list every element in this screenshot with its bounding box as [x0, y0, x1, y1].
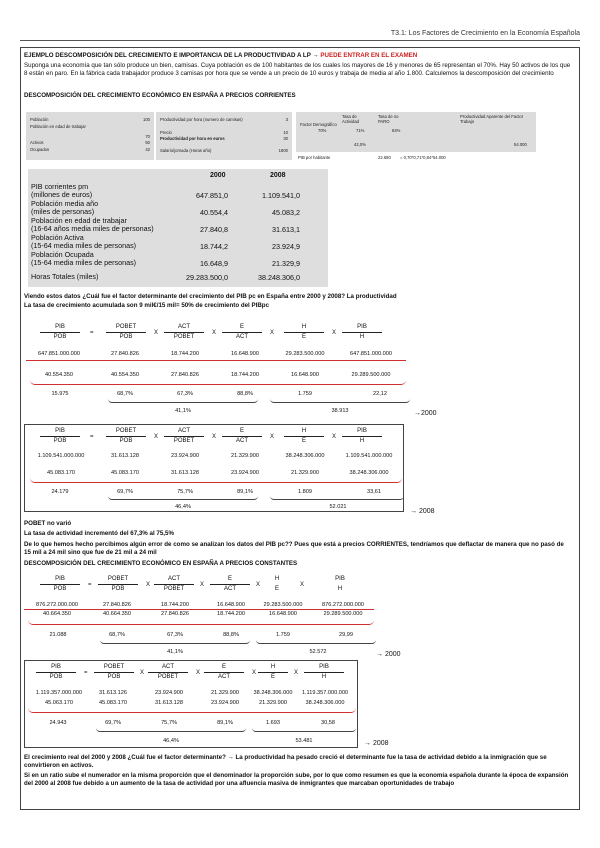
denominator-value: 45.083.170: [47, 470, 75, 476]
note-deflation: De lo que hemos hecho percibimos algún error de como se analizan los datos del PIB pc?? Pues que está a precios CORRIENTES, tendríamos que deflactar de manera que no pasó de 15 mil a 24 mil sino que fue de 21 mil a 24 mil: [24, 541, 564, 556]
fraction-line: [94, 672, 134, 673]
ratio-result: 68,7%: [109, 632, 125, 638]
denominator-value: 18.744.200: [217, 611, 245, 617]
param-label: Activos: [30, 140, 44, 145]
formula-den: POBET: [173, 334, 195, 340]
times-sign: X: [294, 670, 299, 676]
formula-num: PIB: [55, 576, 65, 582]
ratio-result: 1.759: [276, 632, 290, 638]
section-heading-constant: DESCOMPOSICIÓN DEL CRECIMIENTO ECONÓMICO EN ESPAÑA A PRECIOS CONSTANTES: [24, 560, 298, 567]
red-brace: [28, 620, 374, 625]
fraction-line: [40, 436, 80, 437]
data-table: [28, 169, 328, 287]
denominator-value: 27.840.826: [161, 611, 189, 617]
header-rule: [20, 40, 580, 41]
denominator-value: 31.613.128: [155, 700, 183, 706]
numerator-value: 38.248.306.000: [253, 690, 293, 696]
times-sign: X: [212, 434, 217, 440]
param-label: Productividad por hora (numero de camisas): [160, 117, 243, 122]
equals-sign: =: [90, 434, 94, 440]
group-brace: [252, 728, 356, 732]
formula-den: ACT: [236, 438, 248, 444]
param-label: Productividad por hora en euros: [160, 136, 225, 141]
numerator-value: 876.272.000.000: [36, 602, 78, 608]
factor-header: Factor Demográfico: [300, 122, 337, 127]
formula-num: E: [227, 576, 232, 582]
fraction-line: [106, 436, 146, 437]
red-fraction-line: [24, 609, 374, 610]
fraction-line: [106, 332, 146, 333]
value-2008: 21.329,9: [272, 259, 300, 268]
fraction-line: [98, 584, 138, 585]
numerator-value: 21.329.900: [231, 453, 259, 459]
fraction-line: [204, 672, 244, 673]
formula-num: ACT: [168, 576, 180, 582]
denominator-value: 18.744.200: [231, 372, 259, 378]
equals-sign: =: [90, 330, 94, 336]
value-2008: 23.924,9: [272, 242, 300, 251]
subtotal-value: 53.481: [295, 738, 313, 744]
page-title: EJEMPLO DESCOMPOSICIÓN DEL CRECIMIENTO E IMPORTANCIA DE LA PRODUCTIVIDAD A LP → PUEDE ENTRAR EN EL EXAMEN: [24, 52, 418, 59]
param-value: 50: [145, 140, 150, 145]
fraction-line: [154, 584, 194, 585]
fraction-line: [40, 332, 80, 333]
formula-den: POB: [53, 334, 67, 340]
denominator-value: 38.248.306.000: [349, 470, 389, 476]
times-sign: X: [146, 582, 151, 588]
fraction-line: [342, 436, 382, 437]
numerator-value: 647.851.000.000: [350, 351, 392, 357]
formula-num: E: [239, 324, 244, 330]
equals-sign: =: [88, 582, 92, 588]
subtotal-value: 38.913: [331, 408, 349, 414]
formula-den: H: [359, 334, 365, 340]
ratio-result: 67,3%: [167, 632, 183, 638]
ratio-result: 1.759: [298, 391, 312, 397]
fraction-line: [342, 332, 382, 333]
denominator-value: 21.329.900: [259, 700, 287, 706]
subtotal-value: 46,4%: [163, 738, 179, 744]
denominator-value: 38.248.306.000: [305, 700, 345, 706]
group-brace: [270, 399, 410, 403]
year-header: 2008: [270, 172, 286, 179]
formula-den: POB: [53, 586, 67, 592]
ratio-result: 75,7%: [177, 489, 193, 495]
factor-value: 70%: [318, 128, 327, 133]
denominator-value: 40.664.350: [43, 611, 71, 617]
value-2000: 16.648,9: [200, 259, 228, 268]
fraction-line: [36, 672, 76, 673]
group-brace: [108, 399, 258, 403]
value-2000: 18.744,2: [200, 242, 228, 251]
formula-den: ACT: [224, 586, 236, 592]
year-arrow: → 2000: [376, 651, 401, 658]
red-fraction-line: [26, 360, 406, 361]
numerator-value: 29.283.500.000: [263, 602, 303, 608]
value-2008: 38.248.306,0: [258, 273, 300, 282]
factor-value: 71%: [356, 128, 365, 133]
fraction-line: [148, 672, 188, 673]
formula-num: H: [301, 428, 307, 434]
row-label: Población Activa (15-64 media miles de personas): [31, 233, 137, 251]
question-text: Viendo estos datos ¿Cuál fue el factor determinante del crecimiento del PIB pc en España entre 2000 y 2008? La productividad: [24, 293, 397, 300]
times-sign: X: [252, 670, 257, 676]
note-pobet: POBET no varió: [24, 520, 72, 527]
formula-num: E: [239, 428, 244, 434]
row-label: Población media año (miles de personas): [31, 199, 99, 217]
fraction-line: [284, 436, 324, 437]
numerator-value: 31.613.126: [99, 690, 127, 696]
param-label: Ocupados: [30, 147, 50, 152]
times-sign: X: [270, 434, 275, 440]
formula-num: H: [274, 576, 280, 582]
factor-value: 54.000: [514, 142, 527, 147]
numerator-value: 27.840.826: [111, 351, 139, 357]
param-value: 1800: [278, 148, 288, 153]
times-sign: X: [256, 582, 261, 588]
row-label: Población Ocupada (15-64 media miles de personas): [31, 250, 137, 268]
numerator-value: 23.924.900: [155, 690, 183, 696]
year-arrow: → 2008: [410, 508, 435, 515]
denominator-value: 23.924.900: [211, 700, 239, 706]
year-arrow: → 2008: [364, 740, 389, 747]
group-brace: [256, 640, 376, 644]
group-brace: [270, 496, 404, 500]
numerator-value: 647.851.000.000: [38, 351, 80, 357]
subtotal-value: 46,4%: [175, 504, 191, 510]
formula-num: E: [221, 664, 226, 670]
formula-den: E: [274, 586, 279, 592]
exam-note: PUEDE ENTRAR EN EL EXAMEN: [320, 52, 418, 59]
ratio-result: 68,7%: [117, 391, 133, 397]
param-value: 100: [143, 117, 150, 122]
times-sign: X: [332, 434, 337, 440]
ratio-result: 22,12: [373, 391, 387, 397]
ratio-result: 1.693: [266, 720, 280, 726]
times-sign: X: [300, 582, 305, 588]
param-value: 42: [145, 147, 150, 152]
conclusion-1: El crecimiento real del 2000 y 2008 ¿Cuál fue el factor determinante? → La productividad ha pesado creció el determinante fue la tasa de actividad debido a la inmigración que se convirtieron en activos.: [24, 754, 547, 769]
subtotal-value: 52.572: [309, 649, 327, 655]
formula-num: POBET: [115, 324, 137, 330]
formula-den: H: [359, 438, 365, 444]
factor-header: Tasa de no PARO: [378, 114, 399, 124]
numerator-value: 1.109.541.000.000: [345, 453, 393, 459]
numerator-value: 876.272.000.000: [322, 602, 364, 608]
times-sign: X: [270, 330, 275, 336]
times-sign: X: [196, 670, 201, 676]
formula-num: POBET: [107, 576, 129, 582]
times-sign: X: [154, 434, 159, 440]
note-activity-rate: La tasa de actividad incrementó del 67,3% al 75,5%: [24, 530, 174, 537]
denominator-value: 23.924.900: [231, 470, 259, 476]
pib-label: PIB por habitante: [298, 155, 331, 160]
conclusion-2: Si en un ratio sube el numerador en la misma proporción que el denominador la proporción sube, por lo que como resumen es que la economía española durante la época de expansión del 2000 al 2008 fue debido a un aumento de la tasa de actividad por una afluencia masiva de inmigrantes que marcaban oportunidades de trabajo: [24, 772, 569, 787]
row-label: Horas Totales (miles): [31, 272, 99, 281]
numerator-value: 38.248.306.000: [285, 453, 325, 459]
fraction-line: [40, 584, 80, 585]
ratio-result: 30,58: [321, 720, 335, 726]
ratio-result: 1.809: [298, 489, 312, 495]
formula-num: PIB: [357, 324, 367, 330]
formula-den: POB: [53, 438, 67, 444]
formula-num: POBET: [115, 428, 137, 434]
denominator-value: 40.664.350: [103, 611, 131, 617]
denominator-value: 16.648.900: [269, 611, 297, 617]
equals-sign: =: [84, 670, 88, 676]
numerator-value: 29.283.500.000: [285, 351, 325, 357]
times-sign: X: [212, 330, 217, 336]
numerator-value: 1.119.357.000.000: [301, 690, 349, 696]
ratio-result: 88,8%: [237, 391, 253, 397]
formula-den: POBET: [163, 586, 185, 592]
formula-den: ACT: [236, 334, 248, 340]
value-2000: 29.283.500,0: [186, 273, 228, 282]
year-arrow: →2000: [414, 410, 437, 417]
fraction-line: [304, 672, 344, 673]
formula-den: POBET: [157, 674, 179, 680]
subtotal-value: 41,1%: [175, 408, 191, 414]
value-2000: 647.851,0: [196, 191, 228, 200]
fraction-line: [258, 672, 288, 673]
fraction-line: [210, 584, 250, 585]
ratio-result: 21.088: [49, 632, 67, 638]
formula-den: POB: [107, 674, 121, 680]
numerator-value: 18.744.200: [161, 602, 189, 608]
formula-num: PIB: [55, 428, 65, 434]
year-header: 2000: [210, 172, 226, 179]
value-2000: 27.840,8: [200, 225, 228, 234]
fraction-line: [284, 332, 324, 333]
factor-header: Productividad Aparente del Factor Trabajo: [460, 114, 524, 124]
page-header: T3.1: Los Factores de Crecimiento en la Economía Española: [390, 30, 580, 37]
formula-den: POB: [111, 586, 125, 592]
numerator-value: 27.840.826: [103, 602, 131, 608]
row-label: Población en edad de trabajar (16-64 años media miles de personas): [31, 216, 154, 234]
numerator-value: 1.119.357.000.000: [35, 690, 83, 696]
param-label: Salario/jornada (Horas año): [160, 148, 212, 153]
denominator-value: 40.554.350: [45, 372, 73, 378]
formula-den: POB: [119, 438, 133, 444]
formula-num: ACT: [162, 664, 174, 670]
numerator-value: 21.329.900: [211, 690, 239, 696]
group-brace: [96, 728, 246, 732]
ratio-result: 33,61: [367, 489, 381, 495]
param-label: Precio: [160, 130, 172, 135]
ratio-result: 69,7%: [105, 720, 121, 726]
formula-num: ACT: [178, 428, 190, 434]
param-label: Población en edad de trabajar: [30, 124, 86, 129]
ratio-result: 24.179: [51, 489, 69, 495]
denominator-value: 40.554.350: [111, 372, 139, 378]
denominator-value: 29.289.500.000: [351, 372, 391, 378]
ratio-result: 75,7%: [161, 720, 177, 726]
ratio-result: 15.975: [51, 391, 69, 397]
formula-den: POB: [119, 334, 133, 340]
formula-num: ACT: [178, 324, 190, 330]
formula-den: POBET: [173, 438, 195, 444]
formula-num: H: [270, 664, 276, 670]
param-value: 3: [285, 117, 288, 122]
row-label: PIB corrientes pm (millones de euros): [31, 182, 93, 200]
value-2008: 31.613,1: [272, 225, 300, 234]
formula-den: POB: [49, 674, 63, 680]
factor-header: Tasa de Actividad: [342, 114, 359, 124]
intro-text: Suponga una economía que tan sólo produce un bien, camisas. Cuya población es de 100 habitantes de los cuales los mayores de 16 y menores de 65 representan el 70%. Hay 50 activos de los que 8 están en paro. En la fábrica cada trabajador produce 3 camisas por hora que se vende a un precio de 10 euros y trabaja de media al año 1.800. Calculemos la descomposición del crecimiento: [24, 62, 571, 77]
denominator-value: 21.329.900: [291, 470, 319, 476]
formula-num: H: [301, 324, 307, 330]
subtotal-value: 41,1%: [167, 649, 183, 655]
ratio-result: 29,99: [339, 632, 353, 638]
formula-den: H: [321, 674, 327, 680]
denominator-value: 31.613.128: [171, 470, 199, 476]
group-brace: [100, 640, 250, 644]
factor-value: 84%: [392, 128, 401, 133]
formula-num: PIB: [357, 428, 367, 434]
pib-formula: = 0,70*0,71*0,84*54.000: [400, 155, 446, 160]
red-brace: [28, 708, 356, 713]
denominator-value: 29.289.500.000: [323, 611, 363, 617]
numerator-value: 1.109.541.000.000: [37, 453, 85, 459]
value-2000: 40.554,4: [200, 208, 228, 217]
param-value: 10: [283, 130, 288, 135]
times-sign: X: [332, 330, 337, 336]
subtotal-value: 52.021: [329, 504, 347, 510]
growth-text: La tasa de crecimiento acumulada son 9 mil€/15 mil= 50% de crecimiento del PIBpc: [24, 302, 270, 309]
formula-num: PIB: [55, 324, 65, 330]
numerator-value: 16.648.900: [217, 602, 245, 608]
red-brace: [30, 478, 402, 483]
ratio-result: 88,8%: [223, 632, 239, 638]
times-sign: X: [140, 670, 145, 676]
formula-den: H: [337, 586, 343, 592]
times-sign: X: [200, 582, 205, 588]
denominator-value: 16.648.900: [291, 372, 319, 378]
numerator-value: 31.613.128: [111, 453, 139, 459]
fraction-line: [222, 436, 262, 437]
section-heading-current: DESCOMPOSICIÓN DEL CRECIMIENTO ECONÓMICO EN ESPAÑA A PRECIOS CORRIENTES: [24, 92, 296, 99]
denominator-value: 45.083.170: [99, 700, 127, 706]
numerator-value: 16.648.900: [231, 351, 259, 357]
factor-value: 42,0%: [354, 142, 366, 147]
param-value: 70: [145, 134, 150, 139]
times-sign: X: [154, 330, 159, 336]
denominator-value: 45.083.170: [111, 470, 139, 476]
value-2008: 45.083,2: [272, 208, 300, 217]
denominator-value: 45.063.170: [45, 700, 73, 706]
formula-den: E: [270, 674, 275, 680]
formula-num: PIB: [335, 576, 345, 582]
formula-den: ACT: [218, 674, 230, 680]
formula-den: E: [301, 438, 306, 444]
ratio-result: 69,7%: [117, 489, 133, 495]
red-brace: [30, 380, 406, 385]
formula-num: POBET: [103, 664, 125, 670]
numerator-value: 18.744.200: [171, 351, 199, 357]
value-2008: 1.109.541,0: [262, 191, 300, 200]
param-label: Población: [30, 117, 49, 122]
pib-value: 22.680: [378, 155, 391, 160]
param-value: 30: [283, 136, 288, 141]
formula-num: PIB: [319, 664, 329, 670]
formula-den: E: [301, 334, 306, 340]
ratio-result: 24.943: [49, 720, 67, 726]
denominator-value: 27.840.826: [171, 372, 199, 378]
ratio-result: 89,1%: [237, 489, 253, 495]
ratio-result: 89,1%: [217, 720, 233, 726]
numerator-value: 23.924.900: [171, 453, 199, 459]
fraction-line: [222, 332, 262, 333]
fraction-line: [164, 332, 204, 333]
fraction-line: [164, 436, 204, 437]
formula-num: PIB: [51, 664, 61, 670]
ratio-result: 67,3%: [177, 391, 193, 397]
group-brace: [108, 496, 258, 500]
